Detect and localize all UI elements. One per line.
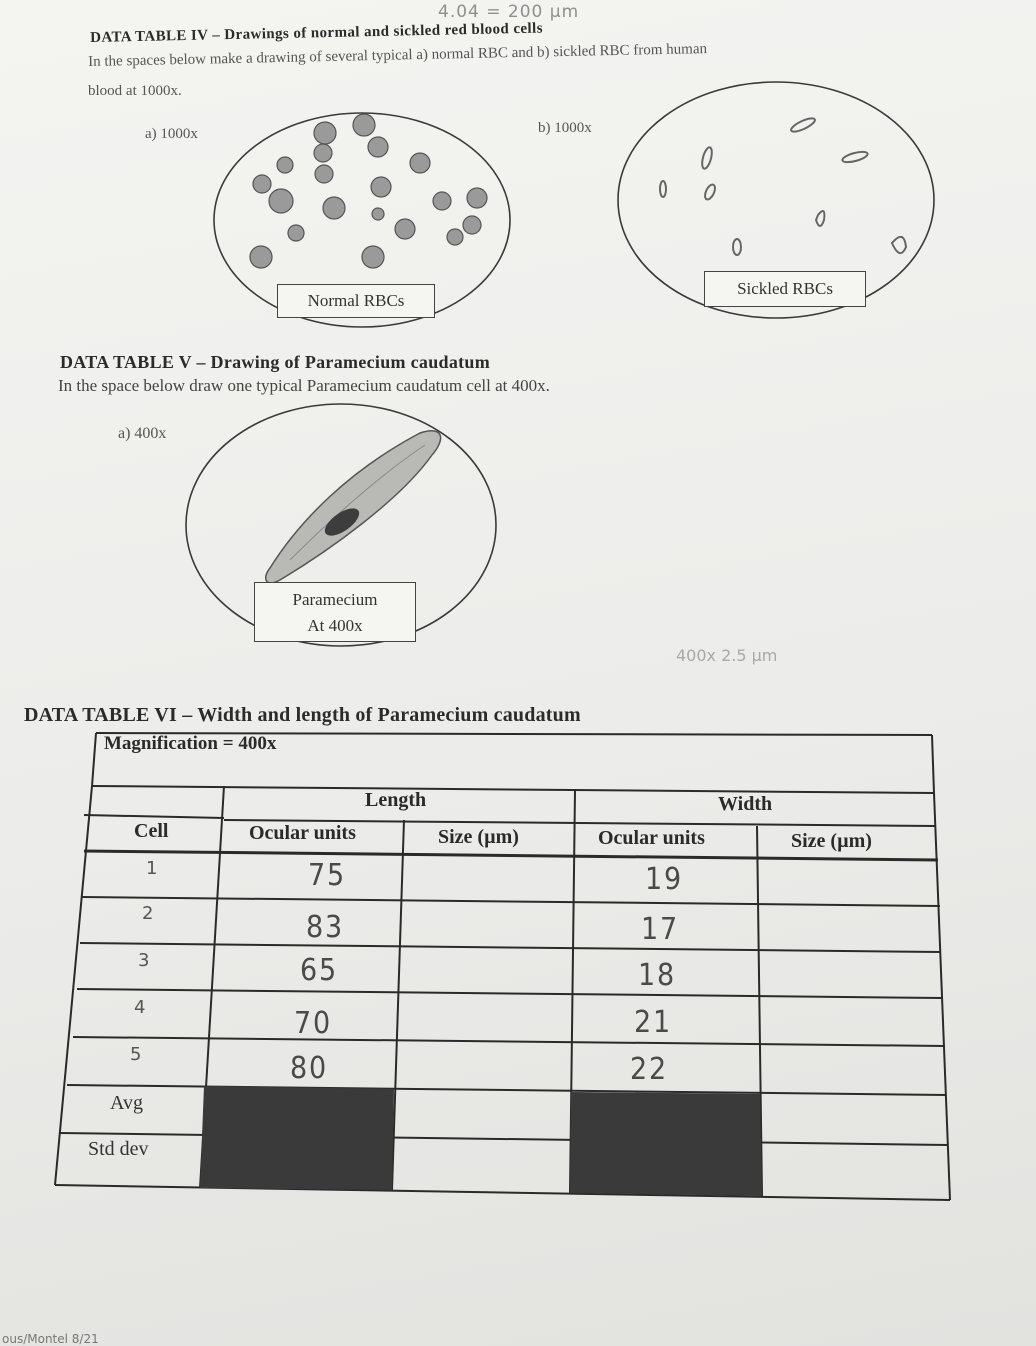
- table4-instruction: In the spaces below make a drawing of several typical a) normal RBC and b) sickled RBC from human: [88, 41, 708, 70]
- length-ocular-header: Ocular units: [249, 822, 356, 844]
- width-ocular-value: 19: [645, 862, 683, 897]
- table6-title: DATA TABLE VI – Width and length of Paramecium caudatum: [24, 704, 581, 726]
- cell-column-header: Cell: [134, 820, 169, 842]
- table4-title: DATA TABLE IV – Drawings of normal and sickled red blood cells: [90, 20, 544, 46]
- table5-title: DATA TABLE V – Drawing of Paramecium caudatum: [60, 352, 491, 372]
- handwritten-side-note: 400x 2.5 µm: [676, 646, 778, 665]
- paramecium-label-line1: Paramecium: [292, 590, 378, 609]
- paramecium-label-line2: At 400x: [307, 616, 363, 635]
- cell-number: 5: [130, 1044, 142, 1065]
- table4-instruction-cont: blood at 1000x.: [88, 83, 182, 99]
- cell-number: 1: [146, 858, 158, 879]
- avg-row-label: Avg: [110, 1092, 143, 1114]
- length-header: Length: [365, 789, 427, 811]
- std-dev-row-label: Std dev: [88, 1138, 149, 1160]
- normal-rbc-label: Normal RBCs: [307, 291, 405, 310]
- page-footer: ous/Montel 8/21: [2, 1332, 99, 1346]
- length-ocular-value: 70: [294, 1006, 332, 1041]
- width-ocular-value: 21: [634, 1005, 672, 1040]
- length-ocular-value: 83: [306, 910, 344, 945]
- length-size-header: Size (µm): [438, 826, 519, 848]
- length-ocular-value: 75: [308, 858, 346, 893]
- cell-number: 3: [138, 950, 150, 971]
- table5-instruction: In the space below draw one typical Paramecium caudatum cell at 400x.: [58, 376, 550, 395]
- handwritten-scale-note: 4.04 = 200 µm: [438, 2, 580, 22]
- sickled-rbc-magnification-label: b) 1000x: [538, 120, 592, 136]
- width-ocular-value: 18: [638, 958, 676, 993]
- length-ocular-value: 65: [300, 953, 338, 988]
- width-ocular-header: Ocular units: [598, 827, 705, 849]
- cell-number: 2: [142, 903, 154, 924]
- normal-rbc-magnification-label: a) 1000x: [145, 126, 198, 142]
- length-ocular-value: 80: [290, 1051, 328, 1086]
- cell-number: 4: [134, 997, 146, 1018]
- paramecium-magnification-label: a) 400x: [118, 425, 167, 442]
- magnification-label: Magnification = 400x: [104, 733, 277, 754]
- width-ocular-value: 17: [641, 912, 679, 947]
- sickled-rbc-label: Sickled RBCs: [737, 279, 833, 298]
- width-size-header: Size (µm): [791, 830, 872, 852]
- width-ocular-value: 22: [630, 1052, 668, 1087]
- width-header: Width: [718, 793, 773, 815]
